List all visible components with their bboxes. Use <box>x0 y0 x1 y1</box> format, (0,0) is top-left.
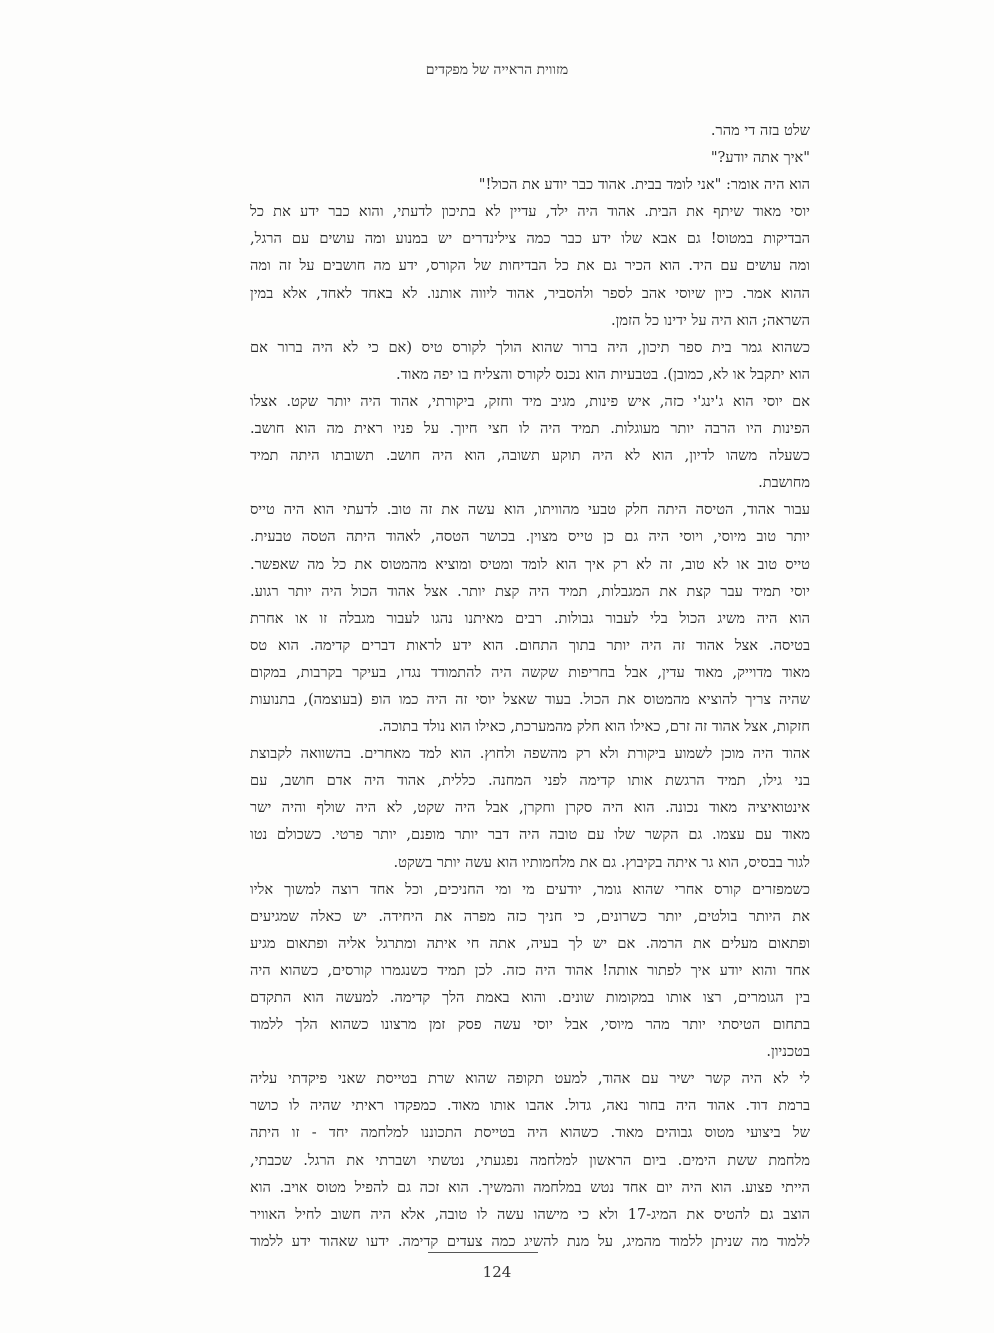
text-line: מאוד מדוייק, מאוד עדין, אבל בחריפות שקשה היה להתמודד נגדו, בעיקר בקרבות, במקום <box>250 663 810 681</box>
text-line: עבור אהוד, הטיסה היתה חלק טבעי מהוויתו, הוא עשה את זה טוב. לדעתי הוא היה טייס <box>250 501 810 519</box>
text-line: הוא יתקבל או לא, כמובן). בטבעיות הוא נכנס לקורס והצליח בו יפה מאוד. <box>395 365 810 383</box>
text-line: מחושבת. <box>758 474 810 492</box>
text-line: ההוא אמר. כיון שיוסי אהב לספר ולהסביר, אהוד ליווה אותנו. לא באחד לאחד, אלא במין <box>250 284 810 302</box>
running-header: מזווית הראייה של מפקדים <box>425 62 569 78</box>
text-line: הבדיקות במטוס! גם אבא שלו ידע כבר כמה צילינדרים יש במנוע ומה עושים עם הרגל, <box>250 230 810 248</box>
text-line: בתחום הטיסתי יותר מהר מיוסי, אבל יוסי עשה פסק זמן מרצונו כשהוא הלך ללמוד <box>250 1016 810 1034</box>
page-number: 124 <box>482 1263 512 1281</box>
text-line: בטכניון. <box>766 1043 810 1061</box>
text-line: לי לא היה קשר ישיר עם אהוד, למעט תקופה שהוא שרת בטייסת שאני פיקדתי עליה <box>250 1070 810 1088</box>
text-line: "איך אתה יודע?" <box>710 149 810 167</box>
text-line: חזקות, אצל אהוד זה זרם, כאילו הוא חלק מהמערכת, כאילו הוא נולד בתוכה. <box>378 718 810 736</box>
text-line: את היותר בולטים, יותר כשרונים, כי חניך כזה מפרה את היחידה. יש כאלה שמגיעים <box>250 907 810 925</box>
text-line: שהיה צריך להוציא מהמטוס את הכול. בעוד שאצל יוסי זה היה כמו הופ (בעוצמה), בתנועות <box>250 690 810 708</box>
text-line: אחד והוא יודע איך לפתור אותה! אהוד היה כזה. לכן תמיד כשנגמרו קורסים, כשהוא היה <box>250 961 810 979</box>
text-line: ומה עושים עם היד. הוא הכיר גם את כל הבדיחות של הקורס, ידע מה חושבים על זה ומה <box>250 257 810 275</box>
text-line: בני גילו, תמיד הרגשת אותו קדימה לפני המחנה. כללית, אהוד היה אדם חושב, עם <box>250 772 810 790</box>
text-line: השראה; הוא היה על ידינו כל הזמן. <box>611 311 810 329</box>
text-line: אינטואיציה מאוד נכונה. הוא היה סקרן וחקרן, אבל היה שקט, לא היה שולף והיה ישר <box>250 799 810 817</box>
text-line: הוא היה משיג הכול בלי לעבור גבולות. רבים מאיתנו נהגו לעבור מגבלה זו או אחרת <box>250 609 810 627</box>
text-line: מלחמת ששת הימים. ביום הראשון למלחמה נפגעתי, נטשתי ושברתי את הרגל. שכבתי, <box>250 1151 810 1169</box>
text-line: יוסי תמיד עבר קצת את המגבלות, תמיד היה קצת יותר. אצל אהוד הכול היה יותר רגוע. <box>250 582 810 600</box>
text-line: מאוד עם עצמו. גם הקשר שלו עם טובה היה דבר יותר מופנם, יותר פרטי. כשכולם נטו <box>250 826 810 844</box>
text-line: כשהוא גמר בית ספר תיכון, היה ברור שהוא הולך לקורס טיס (אם כי לא היה ברור אם <box>250 338 810 356</box>
body-text <box>250 117 810 1255</box>
text-line: הייתי פצוע. הוא היה יום אחד נטש במלחמה והמשיך. הוא זכה גם להפיל מטוס אויב. הוא <box>250 1178 810 1196</box>
footer-rule <box>428 1252 538 1253</box>
text-line: ללמוד מה שניתן ללמוד מהמיג, על מנת להשיג כמה צעדים קדימה. ידעו שאהוד ידע ללמוד <box>250 1232 810 1250</box>
text-line: בין הגומרים, רצו אותו במקומות שונים. והוא באמת הלך קדימה. למעשה הוא התקדם <box>250 989 810 1006</box>
text-line: אם יוסי הוא ג'ינג'י כזה, איש פינות, מגיב מיד וחזק, ביקורתי, אהוד היה יותר שקט. אצלו <box>250 392 810 410</box>
text-line: ברמת דוד. אהוד היה בחור נאה, גדול. אהבו אותו מאוד. כמפקדו ראיתי שהיה לו כושר <box>250 1097 810 1115</box>
text-line: לגור בבסיס, הוא גר איתה בקיבוץ. גם את מלחמותיו הוא עשה יותר בשקט. <box>393 853 810 871</box>
text-line: הוצב גם להטיס את המיג-17 ולא כי מישהו עשה לו טובה, אלא היה חשוב לחיל האוויר <box>250 1205 810 1223</box>
text-line: שלט בזה די מהר. <box>710 122 810 139</box>
text-line: כשעלה משהו לדיון, הוא לא היה תוקע תשובה, הוא היה חושב. תשובתו היתה תמיד <box>250 447 810 465</box>
text-line: הוא היה אומר: "אני לומד בבית. אהוד כבר יודע את הכול!" <box>478 176 810 194</box>
text-line: יותר טוב מיוסי, ויוסי היה גם כן טייס מצוין. בכושר הטסה, לאהוד היתה הטסה טבעית. <box>250 528 810 546</box>
text-line: אהוד היה מוכן לשמוע ביקורת ולא רק מהשפה ולחוץ. הוא למד מאחרים. בהשוואה לקבוצת <box>250 745 810 763</box>
text-line: בטיסה. אצל אהוד זה היה יותר בתוך התחום. הוא ידע לראות דברים קדימה. הוא טס <box>250 636 810 654</box>
text-line: ופתאום מעלים את הרמה. אם יש לך בעיה, אתה חי איתה ומתרגל אליה ופתאום מגיע <box>250 934 810 952</box>
text-line: טייס טוב או לא טוב, זה לא רק איך הוא לומד ומטיס ומוציא מהמטוס את כל מה שאפשר. <box>250 555 810 573</box>
text-line: כשמפזרים קורס אחרי שהוא גומר, יודעים מי ומי החניכים, וכל אחד רוצה למשוך אליו <box>250 880 810 898</box>
text-line: הפינות היו הרבה יותר מעוגלות. תמיד היה לו חצי חיוך. על פניו ראית מה הוא חושב. <box>250 420 810 438</box>
text-line: של ביצועי מטוס גבוהים מאוד. כשהוא היה בטייסת התכוננו למלחמה יחד - זו היתה <box>250 1124 810 1142</box>
text-line: יוסי מאוד שיתף את הבית. אהוד היה ילד, עדיין לא בתיכון לדעתי, והוא כבר ידע את כל <box>250 203 810 221</box>
